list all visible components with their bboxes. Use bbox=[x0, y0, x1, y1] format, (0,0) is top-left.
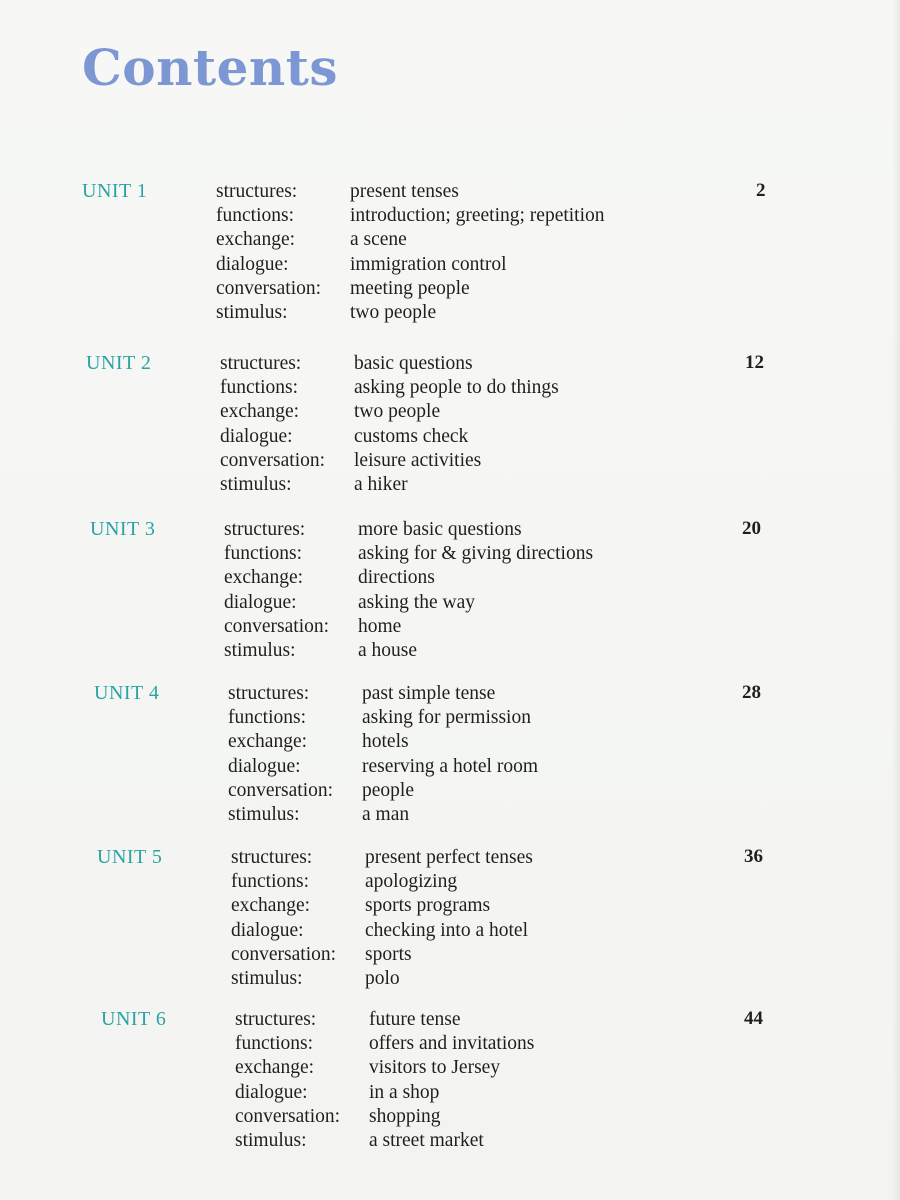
unit-4-section bbox=[94, 682, 772, 832]
unit-2-rows bbox=[220, 352, 559, 497]
unit-row bbox=[231, 919, 533, 943]
unit-row bbox=[220, 376, 559, 400]
unit-row bbox=[228, 706, 538, 730]
row-key: exchange: bbox=[216, 229, 296, 251]
row-value: directions bbox=[358, 567, 435, 589]
row-value: customs check bbox=[354, 425, 469, 447]
row-value: in a shop bbox=[369, 1081, 440, 1103]
row-value: visitors to Jersey bbox=[369, 1057, 501, 1079]
unit-1-label: UNIT 1 bbox=[82, 180, 148, 202]
row-key: functions: bbox=[231, 871, 309, 893]
row-value: a scene bbox=[350, 229, 407, 251]
row-key: conversation: bbox=[231, 943, 337, 965]
unit-row bbox=[224, 566, 593, 590]
row-key: stimulus: bbox=[224, 639, 296, 661]
row-key: functions: bbox=[216, 205, 294, 227]
row-key: functions: bbox=[235, 1033, 313, 1055]
row-value: past simple tense bbox=[362, 683, 496, 704]
unit-row bbox=[220, 473, 559, 497]
row-value: a man bbox=[362, 803, 410, 825]
unit-row bbox=[231, 870, 533, 894]
row-key: structures: bbox=[216, 181, 298, 202]
row-key: stimulus: bbox=[216, 301, 288, 323]
row-value: more basic questions bbox=[358, 519, 522, 540]
row-key: exchange: bbox=[228, 731, 308, 753]
unit-row bbox=[231, 894, 533, 918]
unit-5-rows bbox=[231, 846, 533, 991]
unit-3-rows bbox=[224, 518, 593, 663]
unit-4-label: UNIT 4 bbox=[94, 682, 160, 704]
unit-6-rows bbox=[235, 1008, 534, 1153]
unit-row bbox=[224, 591, 593, 615]
unit-row bbox=[235, 1032, 534, 1056]
row-value: offers and invitations bbox=[369, 1033, 535, 1055]
unit-2-page-number: 12 bbox=[745, 352, 764, 373]
row-value: present perfect tenses bbox=[365, 847, 533, 868]
row-value: present tenses bbox=[350, 181, 459, 202]
unit-row bbox=[220, 449, 559, 473]
unit-5-page-number: 36 bbox=[744, 846, 763, 867]
row-key: dialogue: bbox=[228, 755, 301, 777]
row-key: conversation: bbox=[228, 779, 334, 801]
row-value: polo bbox=[365, 967, 400, 989]
row-key: dialogue: bbox=[216, 253, 289, 275]
row-value: two people bbox=[354, 401, 441, 423]
row-key: exchange: bbox=[231, 895, 311, 917]
unit-1-page-number: 2 bbox=[756, 180, 766, 201]
row-value: sports bbox=[365, 943, 412, 965]
unit-row bbox=[216, 228, 605, 252]
row-value: introduction; greeting; repetition bbox=[350, 205, 605, 227]
unit-row bbox=[228, 803, 538, 827]
unit-row bbox=[220, 400, 559, 424]
unit-row bbox=[235, 1081, 534, 1105]
unit-2-label: UNIT 2 bbox=[86, 352, 152, 374]
unit-3-page-number: 20 bbox=[742, 518, 761, 539]
row-key: stimulus: bbox=[220, 473, 292, 495]
unit-5-label: UNIT 5 bbox=[97, 846, 163, 868]
unit-row bbox=[231, 943, 533, 967]
unit-row bbox=[235, 1056, 534, 1080]
row-value: asking for permission bbox=[362, 707, 531, 729]
unit-6-label: UNIT 6 bbox=[101, 1008, 167, 1030]
row-key: dialogue: bbox=[231, 919, 304, 941]
unit-row bbox=[224, 542, 593, 566]
unit-4-rows bbox=[228, 682, 538, 827]
unit-row bbox=[216, 277, 605, 301]
row-key: exchange: bbox=[224, 567, 304, 589]
row-key: exchange: bbox=[235, 1057, 315, 1079]
row-value: hotels bbox=[362, 731, 409, 753]
row-key: conversation: bbox=[216, 277, 322, 299]
row-value: future tense bbox=[369, 1009, 461, 1030]
row-value: shopping bbox=[369, 1105, 441, 1127]
row-key: dialogue: bbox=[220, 425, 293, 447]
unit-2-section bbox=[86, 352, 772, 502]
row-value: asking the way bbox=[358, 591, 475, 613]
row-value: immigration control bbox=[350, 253, 507, 275]
row-value: meeting people bbox=[350, 277, 470, 299]
row-key: structures: bbox=[220, 353, 302, 374]
unit-3-section bbox=[90, 518, 772, 668]
row-key: stimulus: bbox=[231, 967, 303, 989]
unit-6-section bbox=[101, 1008, 772, 1158]
row-value: apologizing bbox=[365, 871, 458, 893]
row-key: structures: bbox=[231, 847, 313, 868]
row-value: asking people to do things bbox=[354, 377, 559, 399]
row-value: leisure activities bbox=[354, 449, 482, 471]
row-key: stimulus: bbox=[235, 1129, 307, 1151]
unit-row bbox=[216, 204, 605, 228]
row-key: conversation: bbox=[224, 615, 330, 637]
row-value: two people bbox=[350, 301, 437, 323]
row-value: checking into a hotel bbox=[365, 919, 528, 941]
unit-row bbox=[220, 425, 559, 449]
unit-row bbox=[231, 846, 533, 870]
row-key: exchange: bbox=[220, 401, 300, 423]
row-key: functions: bbox=[224, 543, 302, 565]
page-title: Contents bbox=[82, 38, 339, 97]
row-key: functions: bbox=[228, 707, 306, 729]
unit-row bbox=[216, 301, 605, 325]
unit-row bbox=[224, 615, 593, 639]
row-key: structures: bbox=[228, 683, 310, 704]
unit-row bbox=[231, 967, 533, 991]
row-value: a street market bbox=[369, 1129, 484, 1151]
unit-row bbox=[235, 1129, 534, 1153]
row-value: home bbox=[358, 615, 402, 637]
row-value: a house bbox=[358, 639, 418, 661]
unit-4-page-number: 28 bbox=[742, 682, 761, 703]
row-key: functions: bbox=[220, 377, 298, 399]
row-value: people bbox=[362, 779, 414, 801]
row-key: conversation: bbox=[235, 1105, 341, 1127]
row-key: stimulus: bbox=[228, 803, 300, 825]
unit-1-rows bbox=[216, 180, 605, 325]
unit-row bbox=[228, 730, 538, 754]
unit-3-label: UNIT 3 bbox=[90, 518, 156, 540]
unit-row bbox=[235, 1105, 534, 1129]
row-key: structures: bbox=[235, 1009, 317, 1030]
unit-6-page-number: 44 bbox=[744, 1008, 763, 1029]
unit-row bbox=[228, 682, 538, 706]
unit-row bbox=[216, 253, 605, 277]
row-key: dialogue: bbox=[235, 1081, 308, 1103]
unit-row bbox=[235, 1008, 534, 1032]
row-value: asking for & giving directions bbox=[358, 543, 594, 565]
row-key: conversation: bbox=[220, 449, 326, 471]
unit-row bbox=[228, 755, 538, 779]
row-value: basic questions bbox=[354, 353, 473, 374]
row-value: a hiker bbox=[354, 473, 408, 495]
row-value: sports programs bbox=[365, 895, 491, 917]
unit-5-section bbox=[97, 846, 772, 996]
unit-row bbox=[220, 352, 559, 376]
page-edge-shadow bbox=[892, 0, 900, 1200]
unit-row bbox=[216, 180, 605, 204]
unit-row bbox=[224, 639, 593, 663]
unit-row bbox=[228, 779, 538, 803]
unit-1-section bbox=[82, 180, 772, 330]
row-value: reserving a hotel room bbox=[362, 755, 538, 777]
unit-row bbox=[224, 518, 593, 542]
row-key: dialogue: bbox=[224, 591, 297, 613]
row-key: structures: bbox=[224, 519, 306, 540]
